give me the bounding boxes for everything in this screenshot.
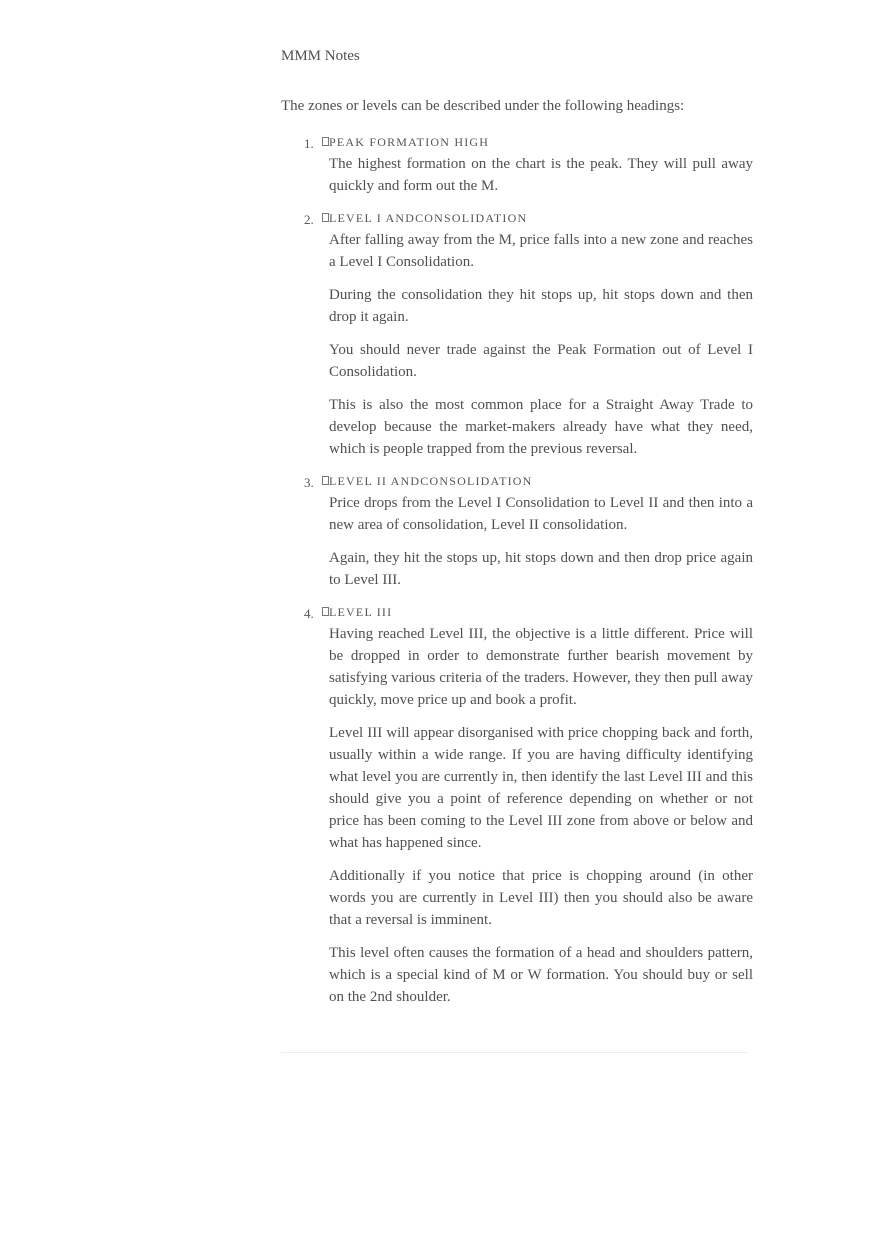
list-item-heading [281,209,756,229]
list-item-title: LEVEL I ANDCONSOLIDATION [329,211,528,225]
list-item-number: 3. [304,475,314,490]
list-item-heading [281,472,756,492]
list-item [281,209,756,460]
paragraph: Level III will appear disorganised with price chopping back and forth, usually within a wide range. If you are having difficulty identifying what level you are currently in, then identify the last Level III and this should give you a point of reference depending on whether or not price has been coming to the Level III zone from above or below and what has happened since. [329,725,753,851]
list-item-heading [281,603,756,623]
paragraph: This is also the most common place for a Straight Away Trade to develop because the market-makers already have what they need, which is people trapped from the previous reversal. [329,397,753,457]
footer-divider [281,1052,748,1053]
missing-glyph-icon [322,137,329,146]
paragraph: You should never trade against the Peak Formation out of Level I Consolidation. [329,342,753,380]
list-item-number: 4. [304,606,314,621]
list-item-title: LEVEL II ANDCONSOLIDATION [329,474,533,488]
paragraph: Price drops from the Level I Consolidation to Level II and then into a new area of consolidation, Level II consolidation. [329,495,753,533]
paragraph: Having reached Level III, the objective is a little different. Price will be dropped in order to demonstrate further bearish movement by satisfying various criteria of the traders. However, they then pull away quickly, move price up and book a profit. [329,626,753,708]
paragraph: This level often causes the formation of a head and shoulders pattern, which is a special kind of M or W formation. You should buy or sell on the 2nd shoulder. [329,945,753,1005]
headings-list [281,133,756,1020]
paragraph: The highest formation on the chart is the peak. They will pull away quickly and form out the M. [329,156,753,194]
missing-glyph-icon [322,476,329,485]
list-item [281,133,756,197]
list-item-title: LEVEL III [329,605,393,619]
list-item-number: 2. [304,212,314,227]
paragraph: During the consolidation they hit stops up, hit stops down and then drop it again. [329,287,753,325]
list-item-number: 1. [304,136,314,151]
intro-text: The zones or levels can be described under the following headings: [281,98,685,114]
page-header: MMM Notes [281,48,360,64]
paragraph: After falling away from the M, price falls into a new zone and reaches a Level I Consolidation. [329,232,753,270]
list-item-title: PEAK FORMATION HIGH [329,135,490,149]
paragraph: Again, they hit the stops up, hit stops down and then drop price again to Level III. [329,550,753,588]
missing-glyph-icon [322,607,329,616]
missing-glyph-icon [322,213,329,222]
list-item-heading [281,133,756,153]
list-item [281,603,756,1008]
list-item [281,472,756,591]
paragraph: Additionally if you notice that price is chopping around (in other words you are currently in Level III) then you should also be aware that a reversal is imminent. [329,868,753,928]
